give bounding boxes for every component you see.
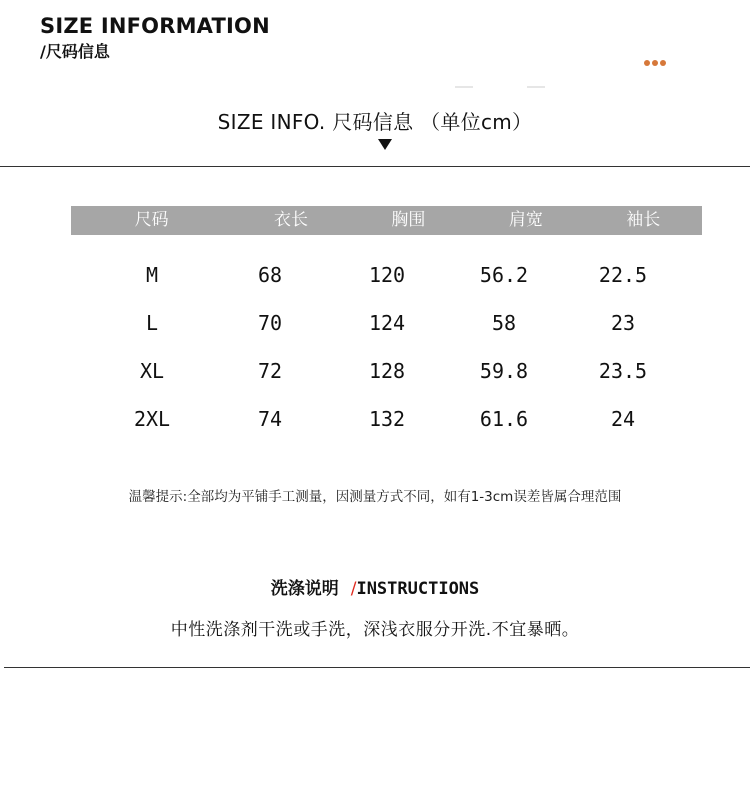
header-length: 衣长 bbox=[273, 210, 308, 230]
instructions-title-cn: 洗涤说明 bbox=[270, 579, 339, 599]
sleeve-cell: 23.5 bbox=[598, 359, 648, 383]
section-title: SIZE INFO. 尺码信息 （单位cm） bbox=[217, 110, 533, 134]
sleeve-cell: 22.5 bbox=[598, 263, 648, 287]
shoulder-cell: 61.6 bbox=[479, 407, 529, 431]
size-cell: 2XL bbox=[133, 407, 171, 431]
measurement-note: 温馨提示:全部均为平铺手工测量，因测量方式不同，如有1-3cm误差皆属合理范围 bbox=[128, 489, 622, 505]
shoulder-cell: 56.2 bbox=[479, 263, 529, 287]
instructions-slash: / bbox=[350, 579, 357, 599]
size-table-body bbox=[0, 256, 750, 448]
down-arrow-icon bbox=[378, 139, 392, 150]
faint-decoration bbox=[455, 86, 545, 88]
header-sleeve: 袖长 bbox=[626, 210, 661, 230]
size-cell: XL bbox=[139, 359, 165, 383]
length-cell: 70 bbox=[257, 311, 283, 335]
instructions-title bbox=[0, 574, 750, 599]
table-row bbox=[0, 400, 750, 448]
header-subtitle: /尺码信息 bbox=[40, 42, 110, 61]
chest-cell: 128 bbox=[368, 359, 406, 383]
sleeve-cell: 23 bbox=[610, 311, 636, 335]
chest-cell: 120 bbox=[368, 263, 406, 287]
sleeve-cell: 24 bbox=[610, 407, 636, 431]
size-table-header bbox=[71, 206, 702, 235]
header-title: SIZE INFORMATION bbox=[40, 14, 270, 38]
instructions-title-en: INSTRUCTIONS bbox=[356, 579, 480, 599]
length-cell: 68 bbox=[257, 263, 283, 287]
table-row bbox=[0, 256, 750, 304]
header-shoulder: 肩宽 bbox=[508, 210, 543, 230]
divider-bottom bbox=[4, 667, 750, 668]
length-cell: 74 bbox=[257, 407, 283, 431]
size-cell: L bbox=[145, 311, 159, 335]
table-row bbox=[0, 304, 750, 352]
more-dots-icon[interactable] bbox=[644, 60, 666, 66]
shoulder-cell: 58 bbox=[491, 311, 517, 335]
divider-top bbox=[0, 166, 750, 167]
wash-instructions: 中性洗涤剂干洗或手洗，深浅衣服分开洗.不宜暴晒。 bbox=[170, 620, 580, 640]
table-row bbox=[0, 352, 750, 400]
chest-cell: 124 bbox=[368, 311, 406, 335]
chest-cell: 132 bbox=[368, 407, 406, 431]
size-cell: M bbox=[145, 263, 159, 287]
length-cell: 72 bbox=[257, 359, 283, 383]
header-chest: 胸围 bbox=[391, 210, 426, 230]
header-size: 尺码 bbox=[134, 210, 169, 230]
shoulder-cell: 59.8 bbox=[479, 359, 529, 383]
